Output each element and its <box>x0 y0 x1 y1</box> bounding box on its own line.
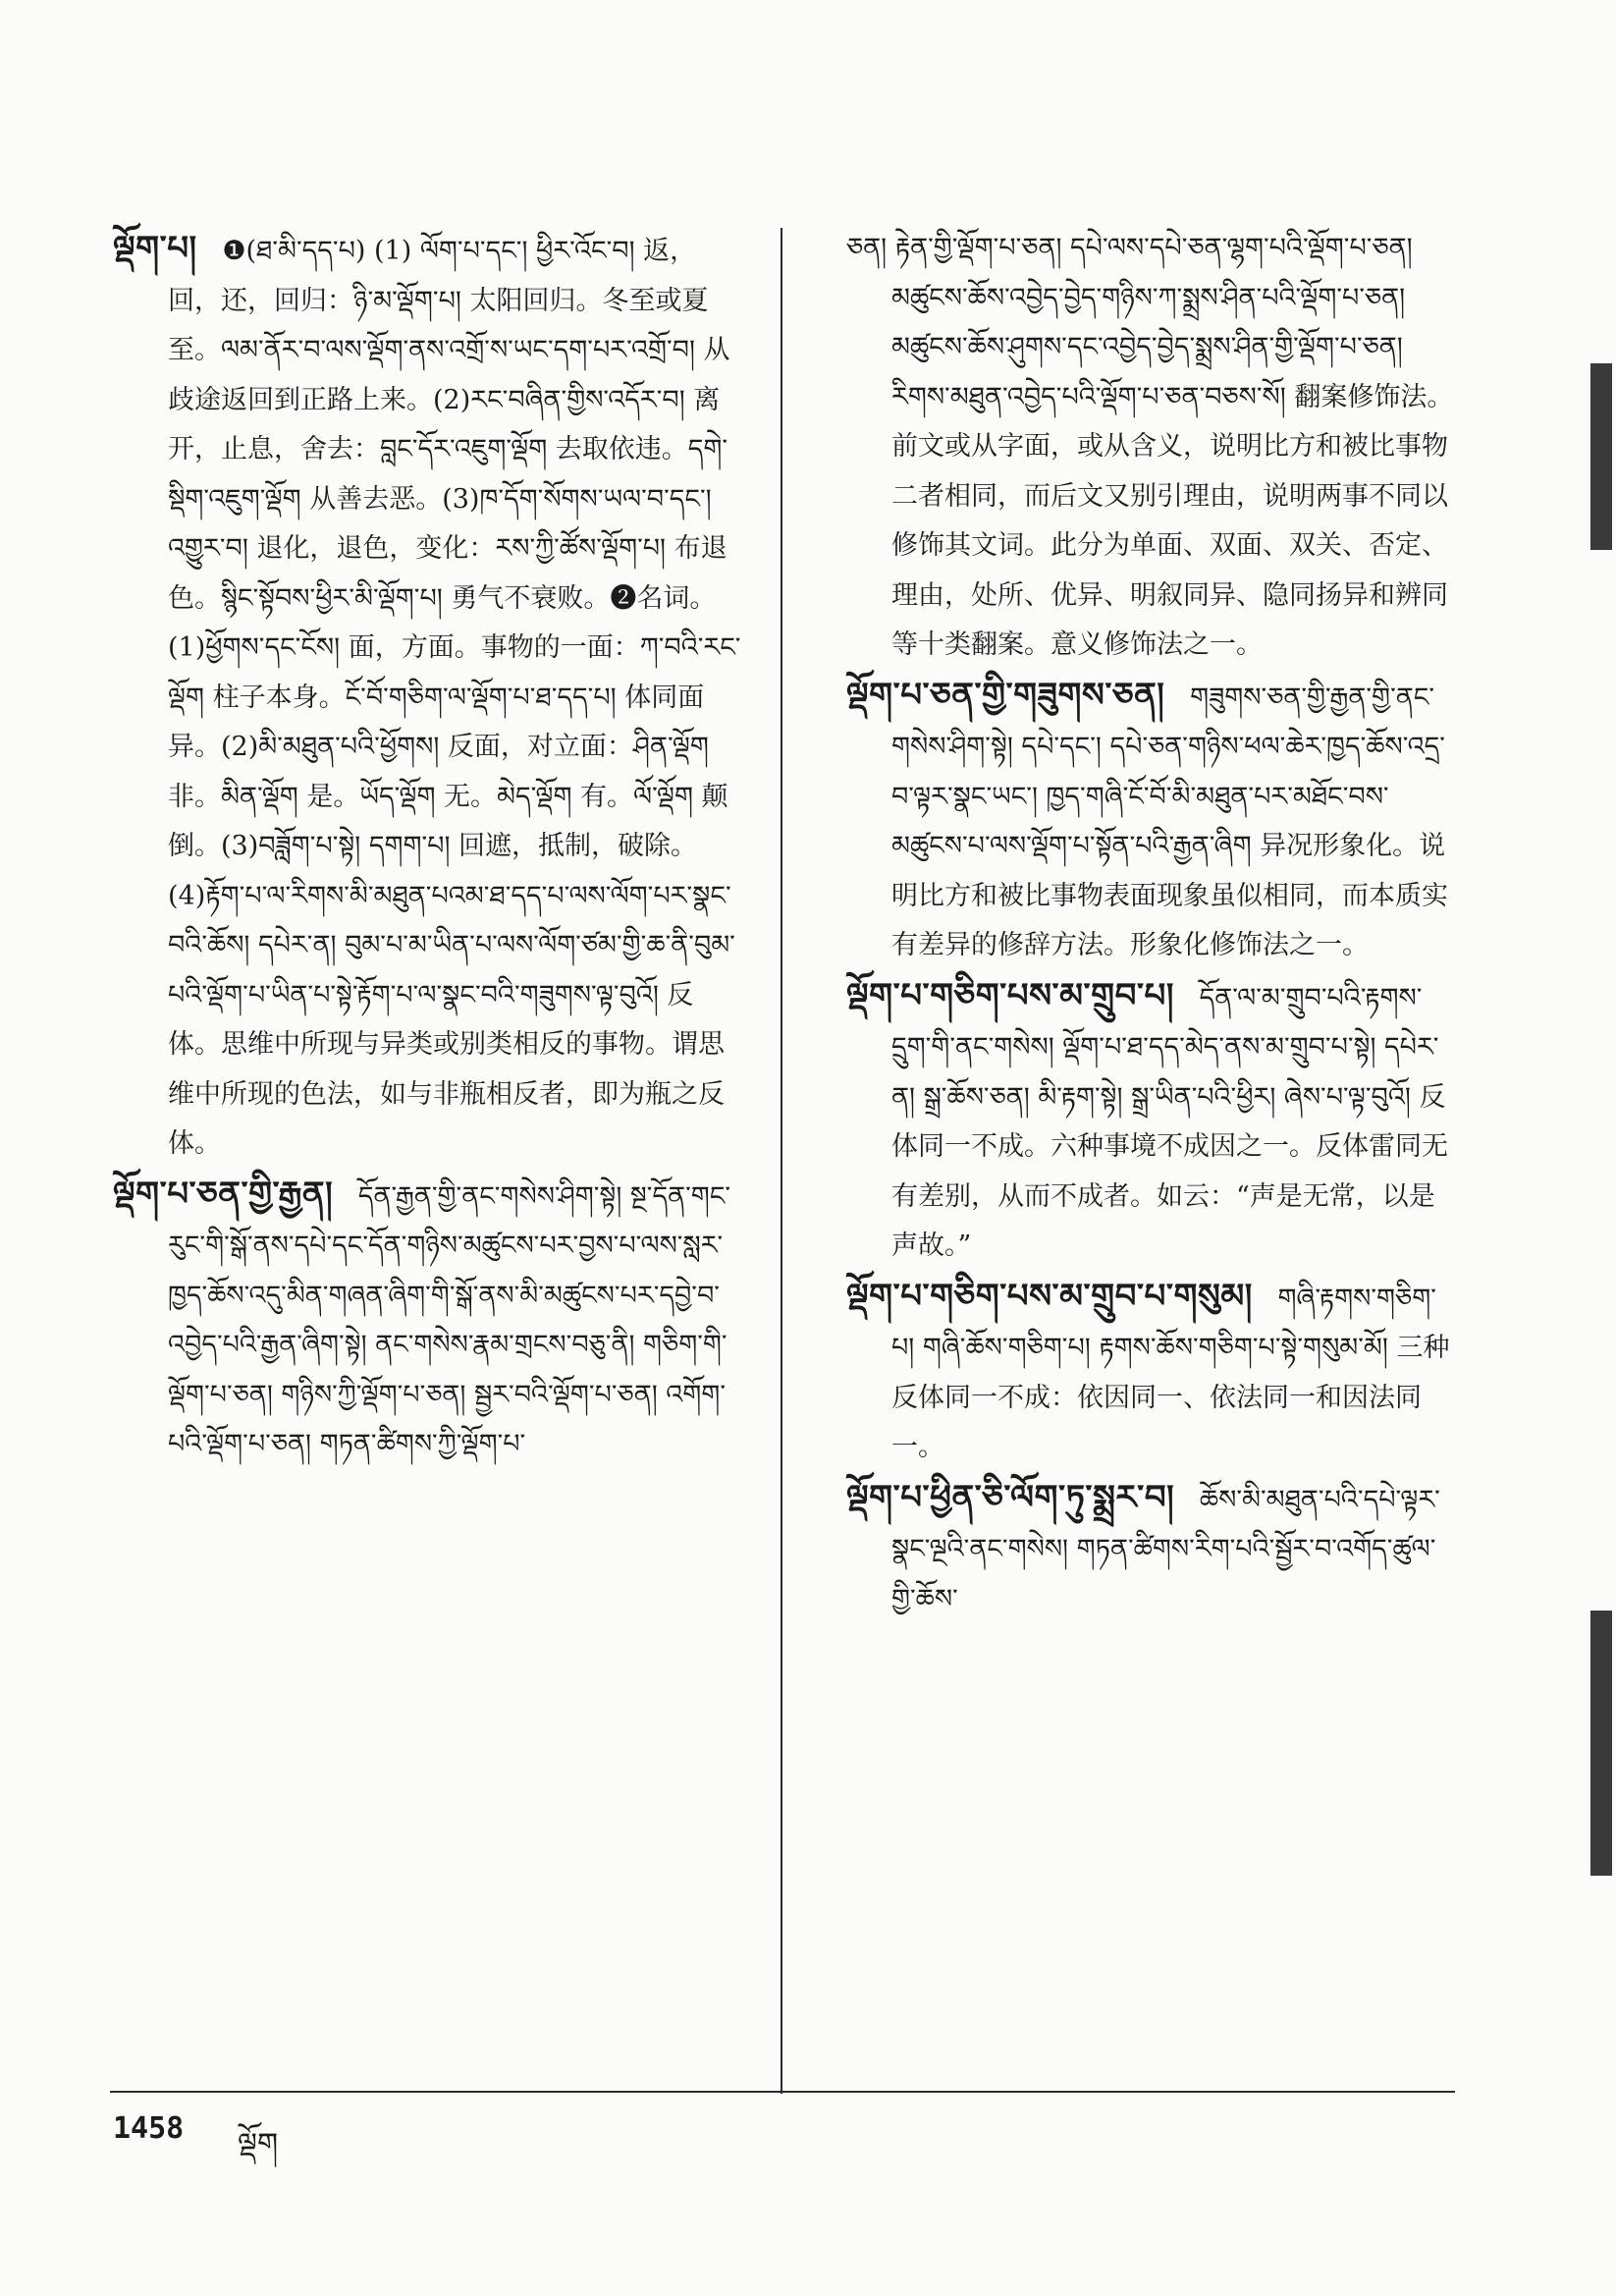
right-column <box>846 224 1455 1624</box>
entry-body: ཆོས་མི་མཐུན་པའི་དཔེ་ལྟར་སྣང་ལྔའི་ནང་གསེས། གཏན་ཚིགས་རིག་པའི་སྦྱོར་བ་འགོད་ཚུལ་གྱི་ཆོས་ <box>891 1484 1440 1614</box>
dictionary-entry <box>846 971 1455 1272</box>
page-number: 1458 <box>113 2111 185 2146</box>
entry-headword: ལྡོག་པ་ཕྱིན་ཅི་ལོག་ཏུ་སྨྲར་བ། <box>846 1477 1175 1517</box>
dictionary-entry <box>113 224 741 1170</box>
entry-headword: ལྡོག་པ་གཅིག་པས་མ་གྲུབ་པ། <box>846 975 1174 1015</box>
running-head: ལྡོག <box>238 2127 279 2161</box>
dictionary-entry <box>846 671 1455 971</box>
entry-body: ཅན། རྟེན་གྱི་ལྡོག་པ་ཅན། དཔེ་ལས་དཔེ་ཅན་ལྷག་པའི་ལྡོག་པ་ཅན། མཚུངས་ཆོས་འབྱེད་བྱེད་གཉིས་ཀ་སྨྲས་ཤིན་པའི་ལྡོག་པ་ཅན། མཚུངས་ཆོས་ཤུགས་དང་འབྱེད་བྱེད་སྨྲས་ཤིན་གྱི་ལྡོག་པ་ཅན། རིགས་མཐུན་འབྱེད་པའི་ལྡོག་པ་ཅན་བཅས་སོ། 翻案修饰法。前文或从字面，或从含义，说明比方和被比事物二者相同，而后文又别引理由，说明两事不同以修饰其文词。此分为单面、双面、双关、否定、理由，处所、优异、明叙同异、隐同扬异和辨同等十类翻案。意义修饰法之一。 <box>846 233 1454 660</box>
entry-headword: ལྡོག་པ་གཅིག་པས་མ་གྲུབ་པ་གསུམ། <box>846 1276 1253 1316</box>
entry-body: གཞི་རྟགས་གཅིག་པ། གཞི་ཆོས་གཅིག་པ། རྟགས་ཆོས་གཅིག་པ་སྟེ་གསུམ་མོ། 三种反体同一不成：依因同一、依法同一和因法同一。 <box>891 1283 1450 1462</box>
entry-headword: ལྡོག་པ། <box>113 229 197 268</box>
dictionary-entry <box>113 1170 741 1470</box>
entry-headword: ལྡོག་པ་ཅན་གྱི་རྒྱན། <box>113 1174 334 1214</box>
column-divider <box>781 228 782 2094</box>
dictionary-entry-continued <box>846 224 1455 671</box>
dictionary-entry <box>846 1473 1455 1625</box>
scan-edge-marks <box>1587 0 1616 2296</box>
entry-headword: ལྡོག་པ་ཅན་གྱི་གཟུགས་ཅན། <box>846 675 1165 715</box>
footer-rule <box>110 2091 1455 2093</box>
dictionary-entry <box>846 1272 1455 1473</box>
entry-body: དོན་རྒྱན་གྱི་ནང་གསེས་ཤིག་སྟེ། སྔ་དོན་གང་རུང་གི་སྒོ་ནས་དཔེ་དང་དོན་གཉིས་མཚུངས་པར་བྱས་པ་ལས་སླར་ཁྱད་ཆོས་འདུ་མིན་གཞན་ཞིག་གི་སྒོ་ནས་མི་མཚུངས་པར་དབྱེ་བ་འབྱེད་པའི་རྒྱན་ཞིག་སྟེ། ནང་གསེས་རྣམ་གྲངས་བཅུ་ནི། གཅིག་གི་ལྡོག་པ་ཅན། གཉིས་ཀྱི་ལྡོག་པ་ཅན། སྦྱར་བའི་ལྡོག་པ་ཅན། འགོག་པའི་ལྡོག་པ་ཅན། གཏན་ཚིགས་ཀྱི་ལྡོག་པ་ <box>168 1180 731 1459</box>
left-column <box>113 224 741 1470</box>
entry-body: ❶(ཐ་མི་དད་པ) (1) ལོག་པ་དང་། ཕྱིར་འོང་བ། 返，回，还，回归：ཉི་མ་ལྡོག་པ། 太阳回归。冬至或夏至。ལམ་ནོར་བ་ལས་ལྡོག་ནས་འགྲོ་ས་ཡང་དག་པར་འགྲོ་བ། 从歧途返回到正路上来。(2)རང་བཞིན་གྱིས་འདོར་བ། 离开，止息，舍去：བླང་དོར་འཇུག་ལྡོག 去取依违。དགེ་སྡིག་འཇུག་ལྡོག 从善去恶。(3)ཁ་དོག་སོགས་ཡལ་བ་དང་། འགྱུར་བ། 退化，退色，变化：རས་ཀྱི་ཚོས་ལྡོག་པ། 布退色。སྙིང་སྟོབས་ཕྱིར་མི་ལྡོག་པ། 勇气不衰败。❷名词。(1)ཕྱོགས་དང་ངོས། 面，方面。事物的一面：ཀ་བའི་རང་ལྡོག 柱子本身。ངོ་བོ་གཅིག་ལ་ལྡོག་པ་ཐ་དད་པ། 体同面异。(2)མི་མཐུན་པའི་ཕྱོགས། 反面，对立面：ཤིན་ལྡོག 非。མིན་ལྡོག 是。ཡོད་ལྡོག 无。མེད་ལྡོག 有。ལོ་ལྡོག 颠倒。(3)བཟློག་པ་སྟེ། དགག་པ། 回遮，抵制，破除。 (4)རྟོག་པ་ལ་རིགས་མི་མཐུན་པའམ་ཐ་དད་པ་ལས་ལོག་པར་སྣང་བའི་ཆོས། དཔེར་ན། བུམ་པ་མ་ཡིན་པ་ལས་ལོག་ཙམ་གྱི་ཆ་ནི་བུམ་པའི་ལྡོག་པ་ཡིན་པ་སྟེ་རྟོག་པ་ལ་སྣང་བའི་གཟུགས་ལྟ་བུའོ། 反体。思维中所现与异类或别类相反的事物。谓思维中所现的色法，如与非瓶相反者，即为瓶之反体。 <box>168 236 741 1159</box>
entry-body: གཟུགས་ཅན་གྱི་རྒྱན་གྱི་ནང་གསེས་ཤིག་སྟེ། དཔེ་དང་། དཔེ་ཅན་གཉིས་ཕལ་ཆེར་ཁྱད་ཆོས་འདྲ་བ་ལྟར་སྣང་ཡང་། ཁྱད་གཞི་ངོ་བོ་མི་མཐུན་པར་མཐོང་བས་མཚུངས་པ་ལས་ལྡོག་པ་སྟོན་པའི་རྒྱན་ཞིག 异况形象化。说明比方和被比事物表面现象虽似相同，而本质实有差异的修辞方法。形象化修饰法之一。 <box>891 682 1448 960</box>
entry-body: དོན་ལ་མ་གྲུབ་པའི་རྟགས་དྲུག་གི་ནང་གསེས། ལྡོག་པ་ཐ་དད་མེད་ནས་མ་གྲུབ་པ་སྟེ། དཔེར་ན། སྒྲ་ཆོས་ཅན། མི་རྟག་སྟེ། སྒྲ་ཡིན་པའི་ཕྱིར། ཞེས་པ་ལྟ་བུའོ། 反体同一不成。六种事境不成因之一。反体雷同无有差别，从而不成者。如云：“声是无常，以是声故。” <box>891 982 1448 1261</box>
